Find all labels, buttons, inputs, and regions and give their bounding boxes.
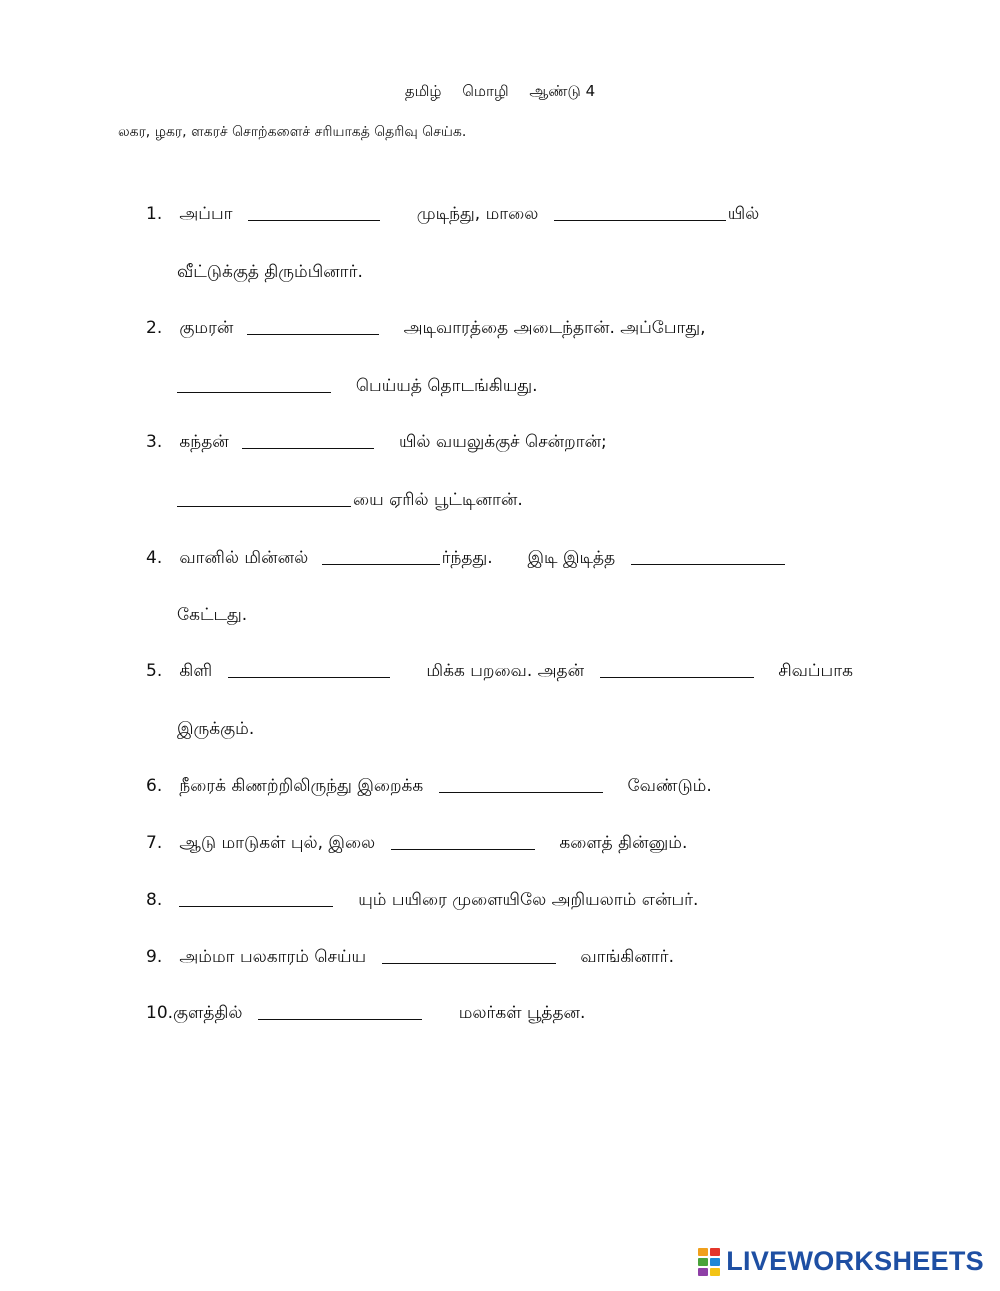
question-continuation: இருக்கும். <box>177 719 255 739</box>
title-part: மொழி <box>462 82 509 100</box>
answer-blank[interactable] <box>439 774 603 793</box>
answer-input[interactable] <box>391 834 535 852</box>
answer-blank[interactable] <box>631 546 785 565</box>
question-text: ர்ந்தது. <box>441 548 493 568</box>
question-text: கந்தன் <box>179 432 229 452</box>
question-text: களைத் தின்னும். <box>559 833 688 853</box>
question-number: 8. <box>146 890 163 910</box>
question-number: 4. <box>146 548 163 568</box>
question-text: யும் பயிரை முளையிலே அறியலாம் என்பர். <box>358 890 699 910</box>
question-9 <box>146 945 674 969</box>
answer-blank[interactable] <box>177 374 331 393</box>
question-number: 3. <box>146 432 163 452</box>
question-text: வாங்கினார். <box>580 947 674 967</box>
title-part: தமிழ் <box>404 82 442 100</box>
question-text: யில் வயலுக்குச் சென்றான்; <box>398 432 607 452</box>
question-number: 5. <box>146 661 163 681</box>
question-3-line-2 <box>177 488 523 512</box>
answer-input[interactable] <box>177 377 331 395</box>
question-text: சிவப்பாக <box>778 661 853 681</box>
answer-input[interactable] <box>242 433 374 451</box>
question-number: 7. <box>146 833 163 853</box>
question-text: இடி இடித்த <box>527 548 616 568</box>
question-2 <box>146 316 706 340</box>
question-8 <box>146 888 698 912</box>
answer-input[interactable] <box>179 891 333 909</box>
answer-blank[interactable] <box>258 1001 422 1020</box>
question-text: யை ஏரில் பூட்டினான். <box>353 490 523 510</box>
liveworksheets-logo <box>698 1246 984 1277</box>
question-text: யில் <box>727 204 760 224</box>
question-text: அப்பா <box>179 204 233 224</box>
question-7 <box>146 831 687 855</box>
question-text: குமரன் <box>179 318 234 338</box>
question-text: பெய்யத் தொடங்கியது. <box>355 376 538 396</box>
answer-input[interactable] <box>247 319 379 337</box>
question-text: மிக்க பறவை. அதன் <box>426 661 585 681</box>
question-number: 10. <box>146 1003 174 1023</box>
question-text: மலர்கள் பூத்தன. <box>458 1003 586 1023</box>
question-text: அம்மா பலகாரம் செய்ய <box>179 947 367 967</box>
question-text: ஆடு மாடுகள் புல், இலை <box>179 833 376 853</box>
question-number: 9. <box>146 947 163 967</box>
answer-input[interactable] <box>228 662 390 680</box>
answer-input[interactable] <box>554 205 726 223</box>
question-text: முடிந்து, மாலை <box>416 204 539 224</box>
question-text: வானில் மின்னல் <box>179 548 309 568</box>
title-part: ஆண்டு 4 <box>529 82 596 100</box>
answer-blank[interactable] <box>382 945 556 964</box>
answer-blank[interactable] <box>391 831 535 850</box>
answer-blank[interactable] <box>228 659 390 678</box>
question-text: வேண்டும். <box>627 776 712 796</box>
question-text: கிளி <box>179 661 213 681</box>
answer-blank[interactable] <box>242 430 374 449</box>
question-continuation: கேட்டது. <box>177 605 248 625</box>
answer-blank[interactable] <box>554 202 726 221</box>
question-2-line-2 <box>177 374 538 398</box>
question-4 <box>146 546 787 570</box>
question-number: 1. <box>146 204 163 224</box>
answer-input[interactable] <box>258 1004 422 1022</box>
question-5 <box>146 659 853 683</box>
answer-blank[interactable] <box>177 488 351 507</box>
question-text: குளத்தில் <box>173 1003 243 1023</box>
answer-input[interactable] <box>248 205 380 223</box>
question-number: 2. <box>146 318 163 338</box>
question-1 <box>146 202 759 226</box>
question-text: அடிவாரத்தை அடைந்தான். அப்போது, <box>403 318 706 338</box>
question-continuation: வீட்டுக்குத் திரும்பினார். <box>177 262 363 282</box>
answer-input[interactable] <box>382 948 556 966</box>
answer-blank[interactable] <box>322 546 440 565</box>
answer-blank[interactable] <box>179 888 333 907</box>
question-number: 6. <box>146 776 163 796</box>
logo-blocks-icon <box>698 1248 720 1276</box>
answer-blank[interactable] <box>248 202 380 221</box>
answer-input[interactable] <box>439 777 603 795</box>
answer-blank[interactable] <box>600 659 754 678</box>
question-text: நீரைக் கிணற்றிலிருந்து இறைக்க <box>179 776 424 796</box>
answer-input[interactable] <box>600 662 754 680</box>
answer-input[interactable] <box>322 549 440 567</box>
instruction-text: லகர, ழகர, ளகரச் சொற்களைச் சரியாகத் தெரிவு செய்க. <box>118 124 467 140</box>
question-10 <box>146 1001 585 1025</box>
question-6 <box>146 774 712 798</box>
answer-input[interactable] <box>177 491 351 509</box>
worksheet-title <box>0 82 1000 102</box>
answer-input[interactable] <box>631 549 785 567</box>
brand-text: LIVEWORKSHEETS <box>726 1246 984 1276</box>
question-3 <box>146 430 607 454</box>
answer-blank[interactable] <box>247 316 379 335</box>
